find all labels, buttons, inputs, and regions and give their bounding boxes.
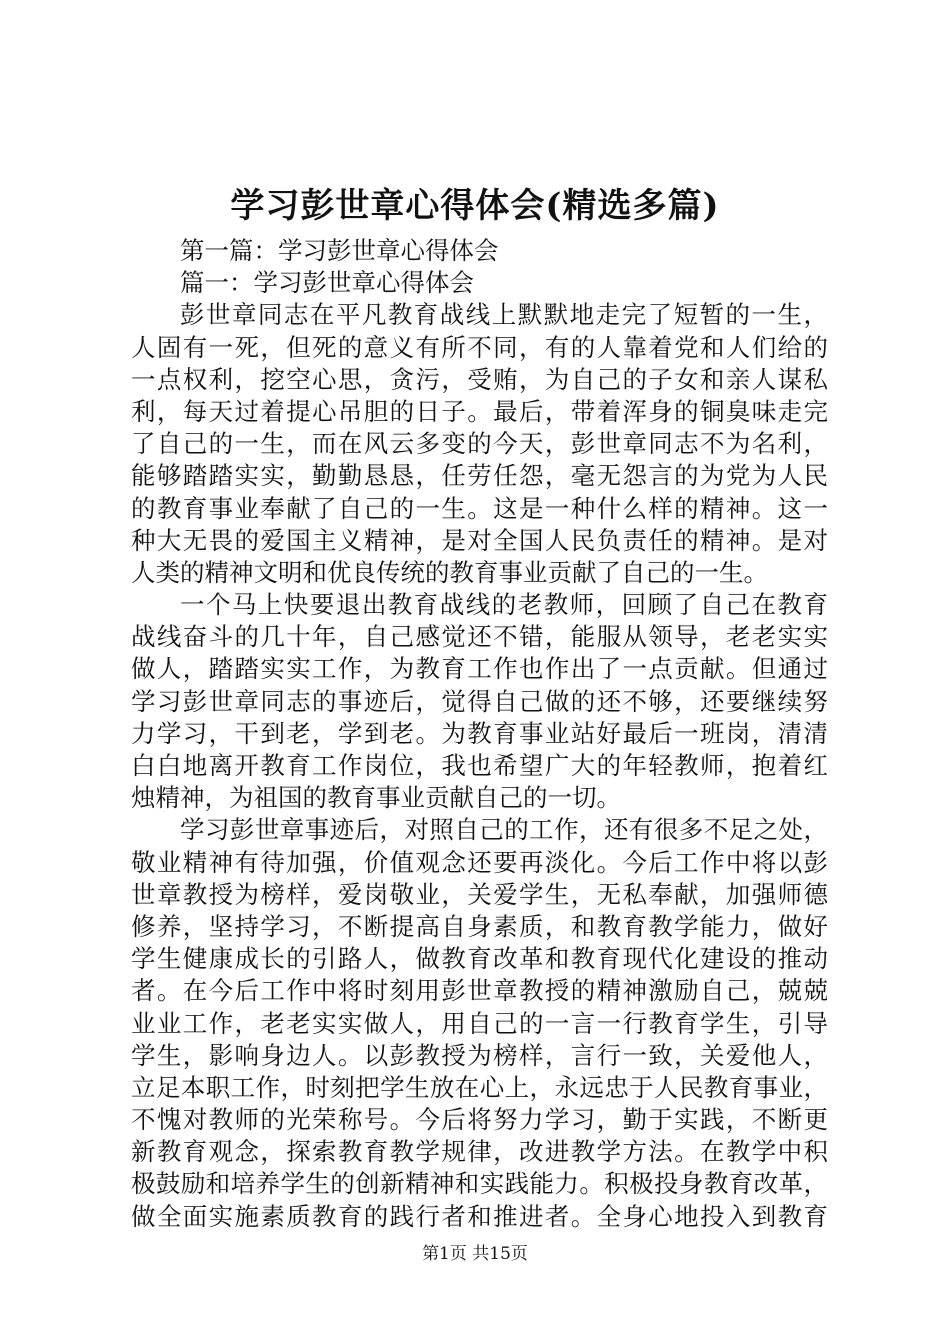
text-line: 学生健康成长的引路人，做教育改革和教育现代化建设的推动 xyxy=(131,944,828,974)
page-footer: 第1页 共15页 xyxy=(422,1244,528,1264)
text-line: 力学习，干到老，学到老。为教育事业站好最后一班岗，清清 xyxy=(131,718,828,748)
text-line: 白白地离开教育工作岗位，我也希望广大的年轻教师，抱着红 xyxy=(131,751,828,780)
text-line: 做全面实施素质教育的践行者和推进者。全身心地投入到教育 xyxy=(131,1201,828,1231)
text-line: 篇一：学习彭世章心得体会 xyxy=(180,268,474,298)
text-line: 战线奋斗的几十年，自己感觉还不错，能服从领导，老老实实 xyxy=(131,622,828,652)
text-line: 人固有一死，但死的意义有所不同，有的人靠着党和人们给的 xyxy=(131,332,828,362)
text-line: 利，每天过着提心吊胆的日子。最后，带着浑身的铜臭味走完 xyxy=(131,396,828,426)
text-line: 立足本职工作，时刻把学生放在心上，永远忠于人民教育事业， xyxy=(131,1072,828,1102)
text-line: 彭世章同志在平凡教育战线上默默地走完了短暂的一生， xyxy=(180,300,828,330)
text-line: 了自己的一生，而在风云多变的今天，彭世章同志不为名利， xyxy=(131,429,828,459)
text-line: 能够踏踏实实，勤勤恳恳，任劳任怨，毫无怨言的为党为人民 xyxy=(131,461,828,491)
text-line: 者。在今后工作中将时刻用彭世章教授的精神激励自己，兢兢 xyxy=(131,976,828,1006)
text-line: 的教育事业奉献了自己的一生。这是一种什么样的精神。这一 xyxy=(131,493,828,523)
text-line: 人类的精神文明和优良传统的教育事业贡献了自己的一生。 xyxy=(131,557,768,587)
document-body xyxy=(131,235,828,1233)
document-title: 学习彭世章心得体会(精选多篇) xyxy=(230,186,720,226)
text-line: 种大无畏的爱国主义精神，是对全国人民负责任的精神。是对 xyxy=(131,525,828,555)
text-line: 新教育观念，探索教育教学规律，改进教学方法。在教学中积 xyxy=(131,1137,828,1167)
text-line: 学生，影响身边人。以彭教授为榜样，言行一致，关爱他人， xyxy=(131,1040,828,1070)
text-line: 学习彭世章事迹后，对照自己的工作，还有很多不足之处， xyxy=(180,815,828,845)
text-line: 世章教授为榜样，爱岗敬业，关爱学生，无私奉献，加强师德 xyxy=(131,879,828,909)
text-line: 一点权利，挖空心思，贪污，受贿，为自己的子女和亲人谋私 xyxy=(131,364,828,394)
text-line: 修养，坚持学习，不断提高自身素质，和教育教学能力，做好 xyxy=(131,911,828,941)
text-line: 业业工作，老老实实做人，用自己的一言一行教育学生，引导 xyxy=(131,1008,828,1038)
text-line: 做人，踏踏实实工作，为教育工作也作出了一点贡献。但通过 xyxy=(131,654,828,684)
text-line: 敬业精神有待加强，价值观念还要再淡化。今后工作中将以彭 xyxy=(131,847,828,877)
text-line: 第一篇：学习彭世章心得体会 xyxy=(180,236,499,265)
text-line: 不愧对教师的光荣称号。今后将努力学习，勤于实践，不断更 xyxy=(131,1105,828,1135)
text-line: 烛精神，为祖国的教育事业贡献自己的一切。 xyxy=(131,783,621,813)
text-line: 极鼓励和培养学生的创新精神和实践能力。积极投身教育改革， xyxy=(131,1169,828,1199)
text-line: 一个马上快要退出教育战线的老教师，回顾了自己在教育 xyxy=(180,590,828,620)
text-line: 学习彭世章同志的事迹后，觉得自己做的还不够，还要继续努 xyxy=(131,686,828,716)
